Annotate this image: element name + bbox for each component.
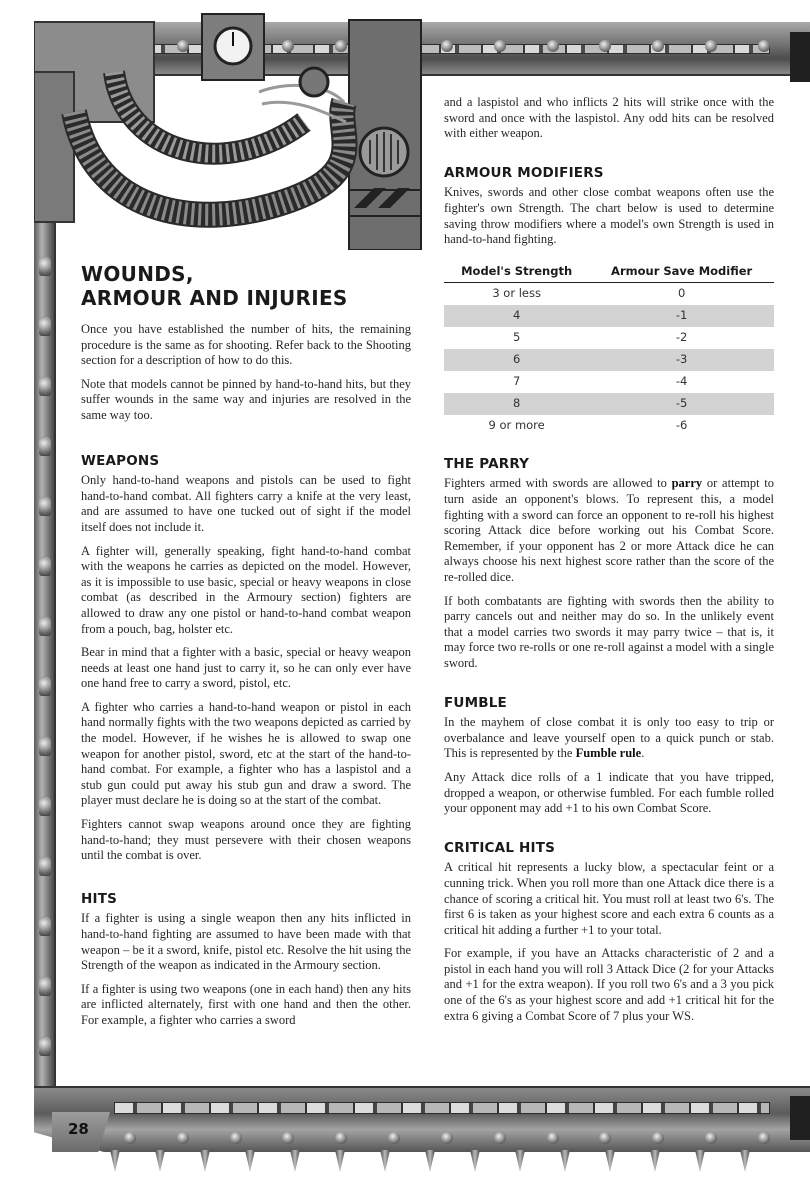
modifier-cell: 0 — [677, 286, 686, 301]
weapons-paragraph: Fighters cannot swap weapons around once they are fighting hand-to-hand; they must persevere with their chosen weapons until the combat is over. — [81, 817, 411, 863]
frame-corner-cap-top — [790, 32, 810, 82]
frame-bottom-spikes — [110, 1150, 750, 1172]
machinery-illustration — [34, 12, 434, 250]
parry-heading: THE PARRY — [444, 455, 530, 472]
page-title-line-1: WOUNDS, — [81, 262, 194, 286]
intro-paragraph: Note that models cannot be pinned by hand-to-hand hits, but they suffer wounds in the same way and injuries are resolved in the same way too. — [81, 376, 411, 422]
modifier-cell: -6 — [675, 418, 688, 433]
modifier-cell: -3 — [589, 349, 774, 371]
hits-continued-paragraph: and a laspistol and who inflicts 2 hits will strike once with the sword and once with the laspistol. Any odd hits can be resolved with either weapon. — [444, 95, 774, 141]
fumble-heading: FUMBLE — [444, 694, 507, 711]
hits-heading: HITS — [81, 890, 118, 907]
page-title-line-2: ARMOUR AND INJURIES — [81, 286, 348, 310]
weapons-paragraph: A fighter will, generally speaking, fight hand-to-hand combat with the weapons he carries as depicted on the model. However, as it is impossible to use basic, special or heavy weapons in close combat (as described in the Armoury section) fighters are allowed to draw any one pistol or hand-to-hand combat weapon from a pouch, bag, holster etc. — [81, 543, 411, 636]
critical-hits-heading: CRITICAL HITS — [444, 839, 556, 856]
weapons-paragraph: Only hand-to-hand weapons and pistols can be used to fight hand-to-hand combat. All fighters carry a knife at the very least, and are assumed to have one tucked out of sight if the model itself does not include it. — [81, 473, 411, 534]
table-row — [444, 349, 774, 371]
strength-cell: 4 — [444, 305, 589, 327]
fumble-paragraph: In the mayhem of close combat it is only too easy to trip or overbalance and leave yourself open to a quick punch or stab. This is represented by the Fumble rule. — [444, 715, 774, 761]
page-title — [81, 262, 411, 310]
modifier-cell: -4 — [675, 374, 688, 389]
right-column — [444, 95, 774, 1032]
table-row — [444, 327, 774, 349]
frame-bottom-rail — [114, 1102, 770, 1114]
strength-cell: 9 or more — [488, 418, 545, 433]
strength-cell: 3 or less — [492, 286, 541, 301]
armour-save-table — [444, 262, 774, 437]
critical-hits-paragraph: A critical hit represents a lucky blow, a spectacular feint or a cunning trick. When you roll more than one Attack dice there is a chance of scoring a critical hit. You must roll at least two 6's. The first 6 is taken as your highest score and each extra 6 counts as a critical hit adding a further +1 to your total. — [444, 860, 774, 937]
table-header: Model's Strength — [444, 262, 589, 283]
parry-term: parry — [671, 476, 703, 491]
fumble-rule-term: Fumble rule — [575, 746, 642, 761]
modifier-cell: -1 — [589, 305, 774, 327]
modifier-cell: -5 — [589, 393, 774, 415]
table-row — [444, 283, 774, 305]
weapons-paragraph: A fighter who carries a hand-to-hand weapon or pistol in each hand normally fights with the two weapons depicted as carried by the model. However, if he wishes he is allowed to swap one weapon for another pistol, sword, etc at the start of the hand-to-hand combat. For example, a fighter who has a laspistol and a stub gun could put away his stub gun and draw a sword. The player must declare he is doing so at the start of the combat. — [81, 699, 411, 808]
hits-paragraph: If a fighter is using a single weapon then any hits inflicted in hand-to-hand fighting are assumed to have been made with that weapon – be it a sword, knife, pistol etc. Resolve the hit using the Strength of the weapon as indicated in the Armoury section. — [81, 911, 411, 973]
armour-modifiers-heading: ARMOUR MODIFIERS — [444, 164, 604, 181]
page-number: 28 — [68, 1120, 89, 1138]
table-row — [444, 305, 774, 327]
frame-corner-cap-bottom — [790, 1096, 810, 1140]
fumble-paragraph: Any Attack dice rolls of a 1 indicate that you have tripped, dropped a weapon, or otherwise fumbled. For each fumble rolled your opponent may add +1 to his own Combat Score. — [444, 769, 774, 816]
strength-cell: 5 — [512, 330, 521, 345]
left-column — [81, 262, 411, 1037]
weapons-paragraph: Bear in mind that a fighter with a basic, special or heavy weapon needs at least one hand just to carry it, so he can only ever have one hand free to carry a sword, pistol, etc. — [81, 645, 411, 691]
table-row — [444, 415, 774, 437]
frame-bottom-border — [34, 1086, 810, 1152]
strength-cell: 7 — [512, 374, 521, 389]
armour-modifiers-paragraph: Knives, swords and other close combat weapons often use the fighter's own Strength. The chart below is used to determine saving throw modifiers where a model's own Strength is used in hand-to-hand fighting. — [444, 185, 774, 247]
table-row — [444, 393, 774, 415]
parry-paragraph: Fighters armed with swords are allowed to parry or attempt to turn aside an opponent's blows. To represent this, a model fighting with a sword can force an opponent to re-roll his highest scoring Attack dice before working out his Combat Score. Remember, if your opponent has 2 or more Attack dice he can always choose his next highest score rather than the score of the re-rolled dice. — [444, 476, 775, 584]
strength-cell: 8 — [444, 393, 589, 415]
table-row — [444, 371, 774, 393]
frame-bottom-bolts — [124, 1132, 770, 1144]
hits-paragraph: If a fighter is using two weapons (one in each hand) then any hits are inflicted alternately, first with one hand and then the other. For example, a fighter who carries a sword — [81, 981, 411, 1027]
table-header: Armour Save Modifier — [589, 262, 774, 283]
weapons-heading: WEAPONS — [81, 452, 160, 469]
critical-hits-paragraph: For example, if you have an Attacks characteristic of 2 and a pistol in each hand you will roll 3 Attack Dice (2 for your Attacks and +1 for the extra weapon). If you roll two 6's and a 3 you pick one of the 6's as your highest score and add +1 critical hit for the extra 6 giving a Combat Score of 7 plus your WS. — [444, 946, 774, 1023]
modifier-cell: -2 — [675, 330, 688, 345]
strength-cell: 6 — [444, 349, 589, 371]
intro-paragraph: Once you have established the number of hits, the remaining procedure is the same as for shooting. Refer back to the Shooting section for a description of how to do this. — [81, 322, 411, 368]
parry-paragraph: If both combatants are fighting with swords then the ability to parry cancels out and neither may do so. In the unlikely event that a model carries two swords it may parry twice – that is, it may force two re-rolls or one re-roll against a model with a single sword. — [444, 593, 774, 670]
